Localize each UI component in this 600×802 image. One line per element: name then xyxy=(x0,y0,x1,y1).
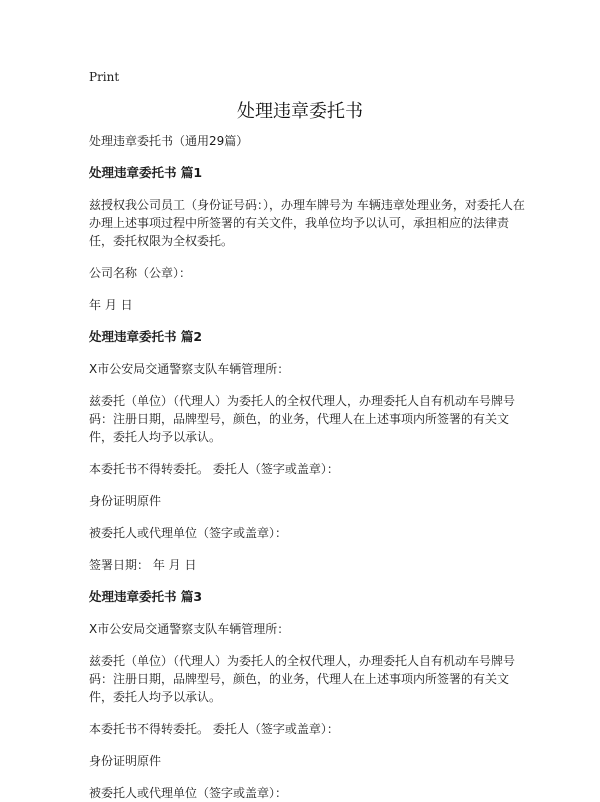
print-link[interactable]: Print xyxy=(89,70,120,84)
document-subtitle: 处理违章委托书（通用29篇） xyxy=(89,134,249,148)
section-heading-1: 处理违章委托书 篇1 xyxy=(89,165,203,180)
paragraph: 本委托书不得转委托。 委托人（签字或盖章）： xyxy=(89,722,339,736)
paragraph: 签署日期： 年 月 日 xyxy=(89,558,197,572)
document-title: 处理违章委托书 xyxy=(237,101,363,122)
paragraph: 公司名称（公章）： xyxy=(89,266,192,280)
section-heading-3: 处理违章委托书 篇3 xyxy=(89,589,203,604)
paragraph: 身份证明原件 xyxy=(89,494,162,508)
paragraph: 被委托人或代理单位（签字或盖章）： xyxy=(89,786,288,800)
paragraph: 被委托人或代理单位（签字或盖章）： xyxy=(89,526,288,540)
paragraph: 兹授权我公司员工（身份证号码：），办理车牌号为 车辆违章处理业务，对委托人在办理上述事项过程中所签署的有关文件，我单位均予以认可，承担相应的法律责任，委托权限为全权委托。 xyxy=(89,198,525,248)
paragraph: 身份证明原件 xyxy=(89,754,162,768)
paragraph: 兹委托（单位）（代理人）为委托人的全权代理人，办理委托人自有机动车号牌号码：注册日期，品牌型号，颜色，的业务，代理人在上述事项内所签署的有关文件，委托人均予以承认。 xyxy=(89,394,516,444)
section-heading-2: 处理违章委托书 篇2 xyxy=(89,329,203,344)
paragraph: 本委托书不得转委托。 委托人（签字或盖章）： xyxy=(89,462,339,476)
document-body xyxy=(89,132,529,802)
paragraph: 兹委托（单位）（代理人）为委托人的全权代理人，办理委托人自有机动车号牌号码：注册日期，品牌型号，颜色，的业务，代理人在上述事项内所签署的有关文件，委托人均予以承认。 xyxy=(89,654,516,704)
paragraph: X市公安局交通警察支队车辆管理所： xyxy=(89,362,290,376)
paragraph: X市公安局交通警察支队车辆管理所： xyxy=(89,622,290,636)
paragraph: 年 月 日 xyxy=(89,298,133,312)
